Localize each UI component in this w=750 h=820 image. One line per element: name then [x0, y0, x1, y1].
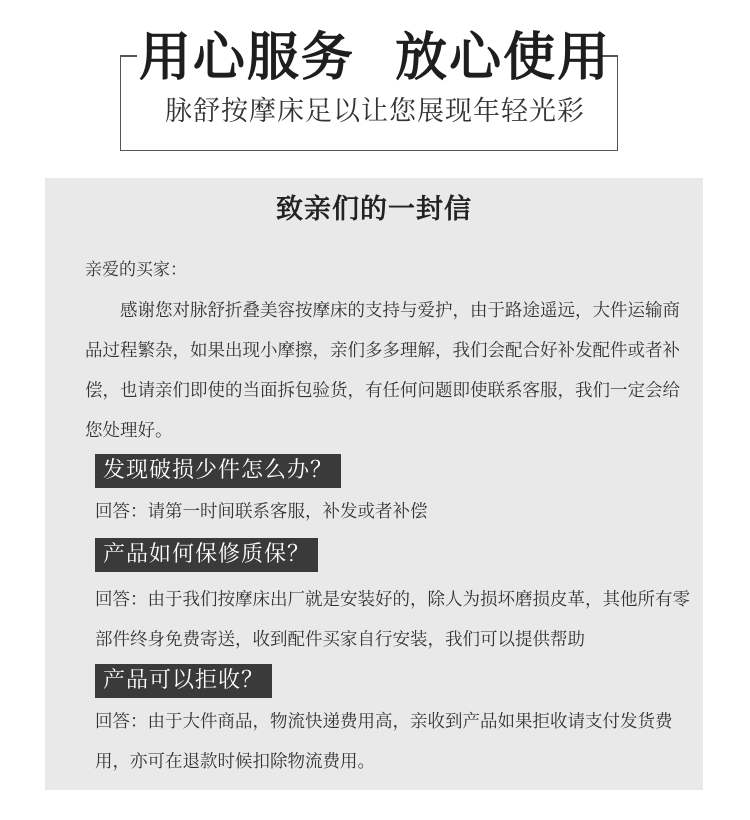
letter-greeting: 亲爱的买家：	[85, 260, 187, 280]
faq-question-damage: 发现破损少件怎么办？	[95, 454, 341, 488]
faq-answer-reject: 回答：由于大件商品，物流快递费用高，亲收到产品如果拒收请支付发货费用，亦可在退款时候扣除物流费用。	[95, 712, 673, 772]
tagline: 脉舒按摩床足以让您展现年轻光彩	[165, 96, 585, 127]
faq-question-warranty: 产品如何保修质保？	[95, 538, 318, 572]
faq-answer-warranty: 回答：由于我们按摩床出厂就是安装好的，除人为损坏磨损皮革，其他所有零部件终身免费寄送，收到配件买家自行安装，我们可以提供帮助	[95, 590, 690, 650]
letter-title: 致亲们的一封信	[276, 194, 472, 225]
letter-body: 感谢您对脉舒折叠美容按摩床的支持与爱护，由于路途遥远，大件运输商品过程繁杂，如果出现小摩擦，亲们多多理解，我们会配合好补发配件或者补偿，也请亲们即使的当面拆包验货，有任何问题即使联系客服，我们一定会给您处理好。	[85, 301, 680, 441]
letter-panel	[45, 178, 703, 790]
faq-answer-damage: 回答：请第一时间联系客服，补发或者补偿	[95, 502, 428, 522]
headline: 用心服务 放心使用	[138, 28, 612, 88]
faq-question-reject: 产品可以拒收？	[95, 664, 272, 698]
